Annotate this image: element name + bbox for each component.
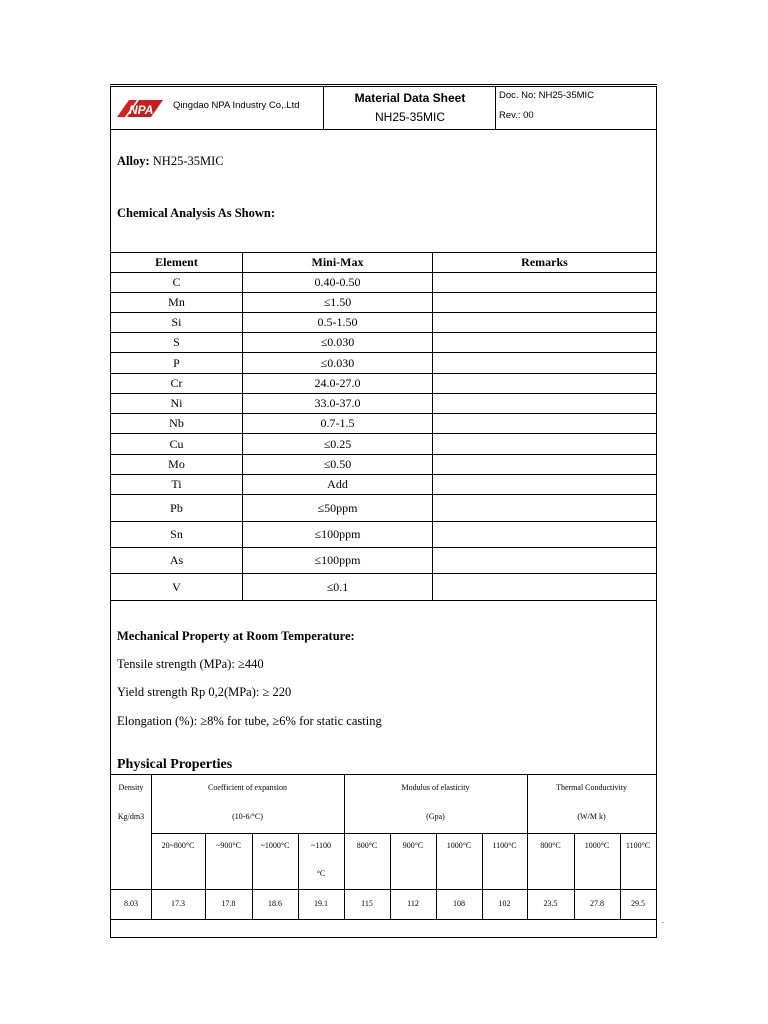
range-cell: ≤0.25 [243, 434, 433, 454]
chemical-row [111, 455, 656, 475]
range-cell: ≤50ppm [243, 495, 433, 521]
modulus-label: Modulus of elasticity [401, 783, 470, 792]
chemical-row [111, 273, 656, 293]
element-cell: Ni [111, 394, 243, 413]
header-mini-max: Mini-Max [243, 253, 433, 272]
range-cell: ≤100ppm [243, 548, 433, 573]
yield-strength: Yield strength Rp 0,2(MPa): ≥ 220 [117, 685, 292, 699]
header-remarks: Remarks [521, 255, 568, 269]
remarks-cell [433, 434, 656, 454]
temp-cell: ~900°C [216, 841, 241, 850]
element-cell: Ti [111, 475, 243, 494]
temp-cell: ~1100 [310, 841, 332, 850]
element-cell: Pb [111, 495, 243, 521]
remarks-cell [433, 353, 656, 373]
chemical-row [111, 374, 656, 394]
temp-cell: 20~800°C [161, 841, 195, 850]
element-cell: Mn [111, 293, 243, 312]
conductivity-label: Thermal Conductivity [556, 783, 627, 792]
title-cell [324, 87, 496, 129]
doc-info-cell [496, 87, 656, 129]
range-cell: 0.5-1.50 [243, 313, 433, 332]
svg-text:NPA: NPA [129, 103, 154, 117]
value-cell: 102 [498, 899, 511, 908]
range-cell: ≤0.50 [243, 455, 433, 474]
chemical-row [111, 574, 656, 601]
element-cell: Cu [111, 434, 243, 454]
temp-cell: 900°C [402, 841, 424, 850]
chemical-row [111, 475, 656, 495]
remarks-cell [433, 414, 656, 433]
chemical-title: Chemical Analysis As Shown: [117, 206, 276, 220]
chemical-row [111, 495, 656, 522]
chemical-row [111, 522, 656, 548]
density-label: Density [118, 783, 144, 792]
revision: Rev.: 00 [499, 110, 534, 121]
elongation: Elongation (%): ≥8% for tube, ≥6% for static casting [117, 714, 382, 728]
range-cell: ≤0.030 [243, 333, 433, 352]
temp-cell: 1100°C [625, 841, 651, 850]
modulus-unit: (Gpa) [426, 812, 445, 821]
range-cell: 0.7-1.5 [243, 414, 433, 433]
range-cell: 0.40-0.50 [243, 273, 433, 292]
npa-logo [115, 97, 165, 121]
data-sheet [110, 86, 657, 938]
physical-table [111, 774, 656, 920]
value-cell: 18.6 [268, 899, 282, 908]
tensile-strength: Tensile strength (MPa): ≥440 [117, 657, 264, 671]
header-element: Element [111, 253, 243, 272]
element-cell: C [111, 273, 243, 292]
sheet-header [111, 87, 656, 130]
remarks-cell [433, 273, 656, 292]
temp-cell: 800°C [356, 841, 378, 850]
remarks-cell [433, 293, 656, 312]
chemical-row [111, 434, 656, 455]
temp-cell: 1000°C [446, 841, 472, 850]
expansion-unit: (10-6/°C) [232, 812, 263, 821]
element-cell: As [111, 548, 243, 573]
element-cell: V [111, 574, 243, 600]
doc-number: Doc. No: NH25-35MIC [499, 90, 595, 101]
alloy-label: Alloy: [117, 154, 150, 168]
element-cell: Si [111, 313, 243, 332]
temp-cell: 800°C [540, 841, 561, 850]
value-cell: 115 [361, 899, 373, 908]
company-cell [111, 87, 324, 129]
remarks-cell [433, 374, 656, 393]
chemical-row [111, 548, 656, 574]
range-cell: 24.0-27.0 [243, 374, 433, 393]
chemical-row [111, 414, 656, 434]
chemical-row [111, 313, 656, 333]
range-cell: ≤1.50 [243, 293, 433, 312]
temp-cell: ~1000°C [260, 841, 290, 850]
chemical-row [111, 293, 656, 313]
remarks-cell [433, 475, 656, 494]
element-cell: Mo [111, 455, 243, 474]
value-cell: 8.03 [124, 899, 138, 908]
remarks-cell [433, 313, 656, 332]
remarks-cell [433, 522, 656, 547]
value-cell: 17.3 [171, 899, 185, 908]
value-cell: 17.8 [221, 899, 236, 908]
remarks-cell [433, 394, 656, 413]
element-cell: S [111, 333, 243, 352]
sheet-title: Material Data Sheet [354, 91, 466, 105]
range-cell: 33.0-37.0 [243, 394, 433, 413]
conductivity-unit: (W/M k) [577, 812, 606, 821]
chemical-header-row [111, 253, 656, 273]
value-cell: 29.5 [631, 899, 645, 908]
element-cell: Sn [111, 522, 243, 547]
density-unit: Kg/dm3 [117, 812, 145, 821]
element-cell: Nb [111, 414, 243, 433]
temp-cell: 1000°C [584, 841, 610, 850]
range-cell: ≤0.1 [243, 574, 433, 600]
remarks-cell [433, 574, 656, 600]
range-cell: Add [243, 475, 433, 494]
value-cell: 27.8 [590, 899, 604, 908]
chemical-row [111, 353, 656, 374]
remarks-cell [433, 548, 656, 573]
temp-cell: 1100°C [492, 841, 517, 850]
top-rule [110, 84, 657, 85]
range-cell: ≤100ppm [243, 522, 433, 547]
chemical-row [111, 333, 656, 353]
sheet-code: NH25-35MIC [374, 110, 446, 124]
alloy-value: NH25-35MIC [152, 154, 224, 168]
value-cell: 19.1 [314, 899, 328, 908]
chemical-table [111, 252, 656, 601]
expansion-label: Coefficient of expansion [208, 783, 287, 792]
company-name: Qingdao NPA Industry Co,.Ltd [173, 100, 300, 111]
alloy-line [117, 154, 224, 169]
value-cell: 108 [453, 899, 465, 908]
remarks-cell [433, 455, 656, 474]
range-cell: ≤0.030 [243, 353, 433, 373]
footnote-mark: . [662, 916, 664, 925]
mechanical-title: Mechanical Property at Room Temperature: [117, 629, 355, 643]
remarks-cell [433, 495, 656, 521]
element-cell: Cr [111, 374, 243, 393]
chemical-row [111, 394, 656, 414]
value-cell: 23.5 [543, 899, 558, 908]
physical-title: Physical Properties [117, 757, 233, 772]
element-cell: P [111, 353, 243, 373]
temp-cell-unit: °C [316, 869, 326, 878]
remarks-cell [433, 333, 656, 352]
value-cell: 112 [407, 899, 419, 908]
